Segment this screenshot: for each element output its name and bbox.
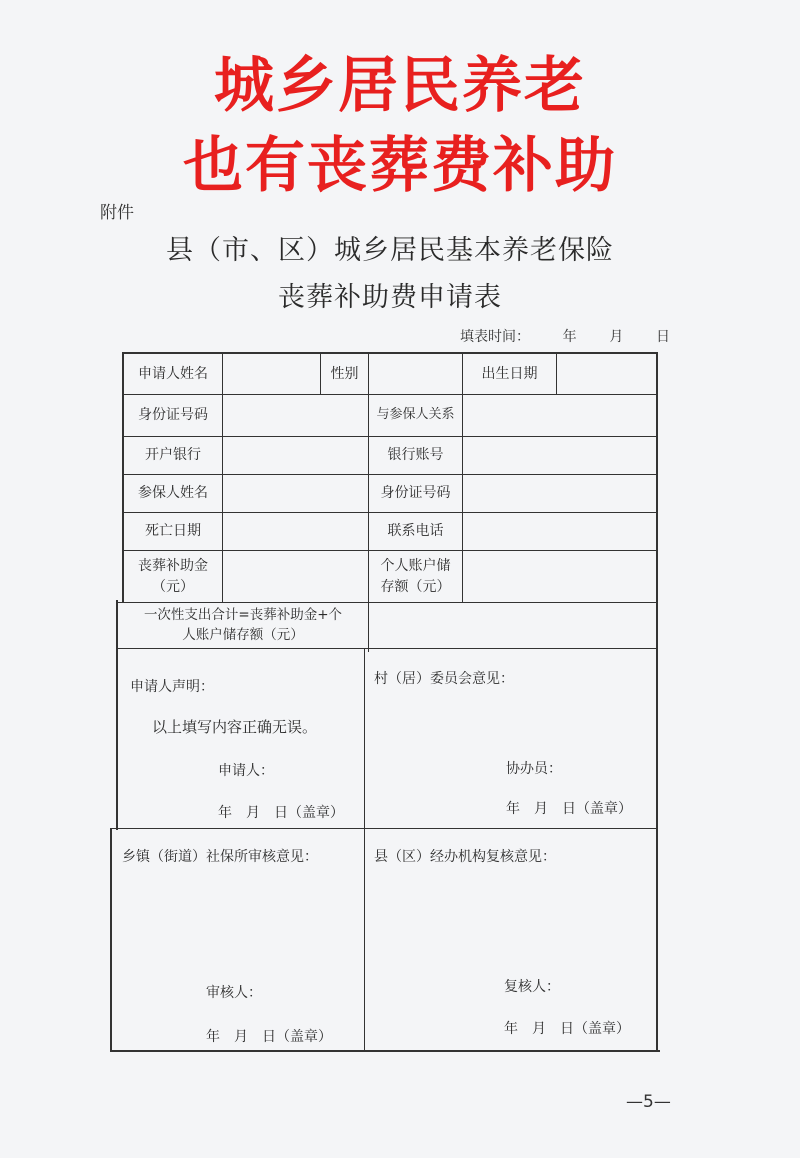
fill-time-day: 日 [655, 329, 670, 345]
form-title-line1: 县（市、区）城乡居民基本养老保险 [166, 235, 614, 266]
county-rechecker-label: 复核人： [504, 979, 560, 995]
field-birth-date[interactable] [557, 354, 656, 394]
label-account-balance-line1: 个人账户储 [380, 558, 451, 575]
field-insured-id[interactable] [463, 475, 656, 512]
label-insured-id: 身份证号码 [380, 485, 451, 502]
label-total-payout [118, 603, 368, 648]
village-date-seal: 年 月 日（盖章） [506, 801, 632, 817]
fill-time-year: 年 [562, 329, 577, 345]
village-signer-label: 协办员： [506, 761, 562, 777]
township-reviewer-label: 审核人： [206, 985, 262, 1001]
label-bank: 开户银行 [145, 447, 201, 464]
label-funeral-subsidy-line1: 丧葬补助金 [138, 558, 208, 575]
applicant-statement: 以上填写内容正确无误。 [152, 718, 318, 736]
headline-line1: 城乡居民养老 [214, 51, 586, 121]
fill-time-month: 月 [609, 329, 624, 345]
label-phone: 联系电话 [387, 523, 444, 540]
label-account-balance [369, 551, 462, 602]
label-birth-date: 出生日期 [481, 365, 538, 382]
field-gender[interactable] [369, 354, 462, 394]
attachment-label: 附件 [100, 203, 134, 223]
label-total-payout-line1: 一次性支出合计=丧葬补助金+个 [143, 606, 343, 623]
label-gender: 性别 [330, 365, 359, 382]
field-funeral-subsidy[interactable] [223, 551, 368, 602]
label-total-payout-line2: 人账户储存额（元） [182, 626, 304, 643]
county-date-seal: 年 月 日（盖章） [504, 1021, 630, 1037]
label-funeral-subsidy [124, 551, 222, 602]
applicant-declaration-title: 申请人声明： [130, 679, 214, 695]
label-funeral-subsidy-line2: （元） [152, 578, 194, 595]
field-account-balance[interactable] [463, 551, 656, 602]
label-applicant-name: 申请人姓名 [138, 365, 208, 382]
township-review-title: 乡镇（街道）社保所审核意见： [122, 849, 318, 865]
label-death-date: 死亡日期 [145, 523, 201, 540]
field-total-payout[interactable] [369, 603, 656, 648]
fill-time-label: 填表时间： [460, 329, 530, 345]
label-insured-name: 参保人姓名 [138, 485, 208, 502]
applicant-date-seal: 年 月 日（盖章） [218, 805, 344, 821]
field-death-date[interactable] [223, 513, 368, 550]
label-relation: 与参保人关系 [376, 407, 455, 423]
label-account-balance-line2: 存额（元） [380, 578, 451, 595]
form-title-line2: 丧葬补助费申请表 [278, 282, 502, 313]
table-border-right [656, 352, 658, 1052]
township-date-seal: 年 月 日（盖章） [206, 1029, 332, 1045]
applicant-signer-label: 申请人： [218, 763, 274, 779]
field-insured-name[interactable] [223, 475, 368, 512]
label-account: 银行账号 [387, 447, 444, 464]
field-relation[interactable] [463, 395, 656, 436]
field-phone[interactable] [463, 513, 656, 550]
table-border-bottom [110, 1050, 660, 1052]
field-applicant-id[interactable] [223, 395, 368, 436]
headline-line2: 也有丧葬费补助 [183, 131, 617, 201]
fill-time [460, 326, 670, 346]
page-number: —5— [626, 1092, 671, 1112]
field-bank[interactable] [223, 437, 368, 474]
label-applicant-id: 身份证号码 [138, 407, 208, 424]
county-recheck-title: 县（区）经办机构复核意见： [374, 849, 556, 865]
field-applicant-name[interactable] [223, 354, 320, 394]
table-border-left-lower [110, 828, 112, 1052]
village-committee-title: 村（居）委员会意见： [374, 671, 514, 687]
field-account[interactable] [463, 437, 656, 474]
